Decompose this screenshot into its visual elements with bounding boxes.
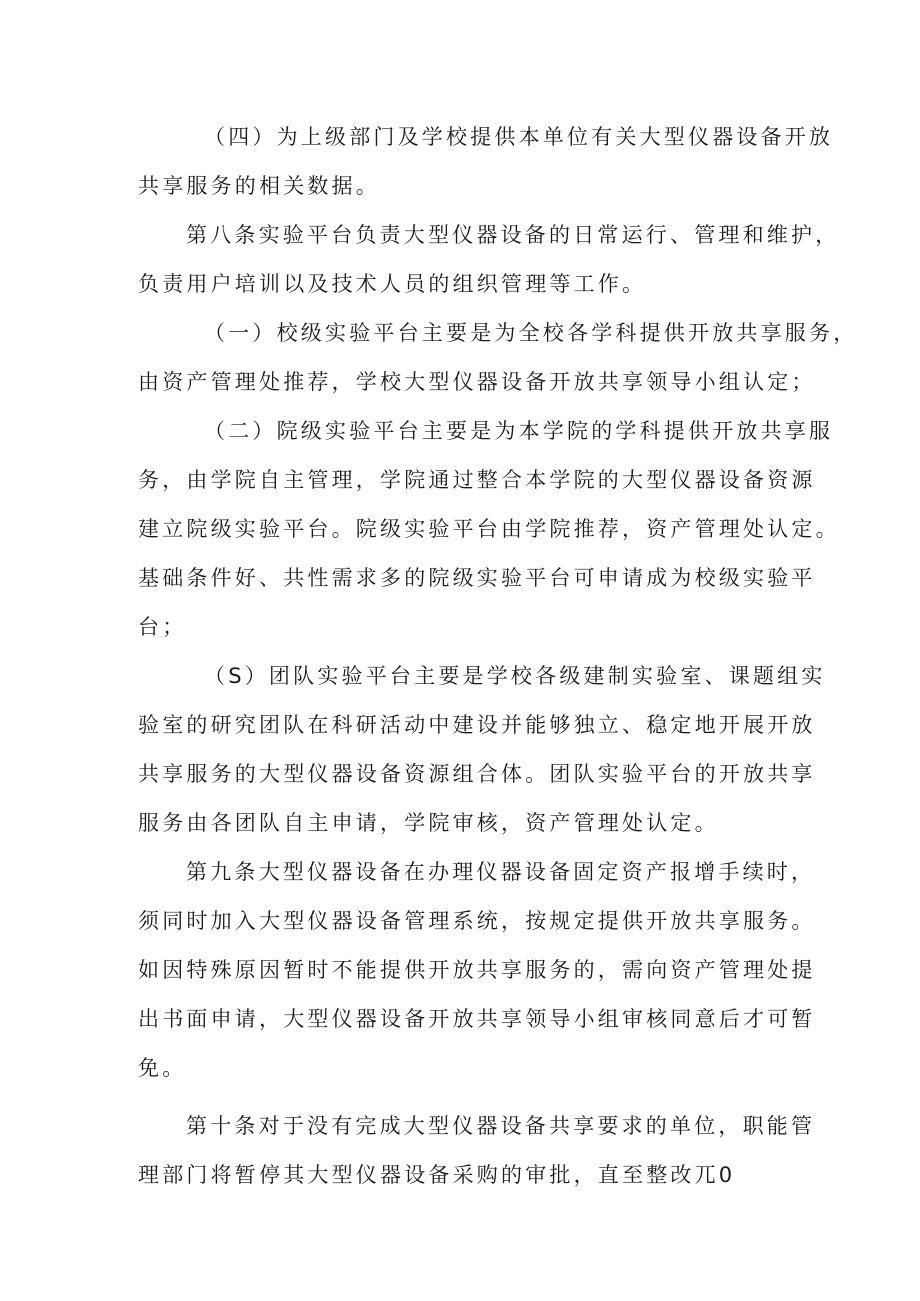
item-1-line-2: 由资产管理处推荐，学校大型仪器设备开放共享领导小组认定； — [138, 370, 816, 394]
article-9-line-5: 免。 — [138, 1056, 187, 1080]
item-3-line-4: 服务由各团队自主申请，学院审核，资产管理处认定。 — [138, 811, 719, 835]
article-9-line-1: 第九条大型仪器设备在办理仪器设备固定资产报增手续时， — [186, 860, 816, 884]
article-9-line-4: 出书面申请，大型仪器设备开放共享领导小组审核同意后才可暂 — [138, 1007, 816, 1031]
article-10-line-2: 理部门将暂停其大型仪器设备采购的审批，直至整改兀0 — [138, 1163, 736, 1187]
article-9-line-3: 如因特殊原因暂时不能提供开放共享服务的，需向资产管理处提 — [138, 958, 816, 982]
item-3-line-1: （S）团队实验平台主要是学校各级建制实验室、课题组实 — [204, 664, 826, 688]
item-2-line-4: 基础条件好、共性需求多的院级实验平台可申请成为校级实验平 — [138, 566, 816, 590]
article-8-line-2: 负责用户培训以及技术人员的组织管理等工作。 — [138, 272, 647, 296]
item-3-line-2: 验室的研究团队在科研活动中建设并能够独立、稳定地开展开放 — [138, 713, 816, 737]
item-2-line-5: 台； — [138, 615, 187, 639]
paragraph-4-line-2: 共享服务的相关数据。 — [138, 174, 380, 198]
article-9-line-2: 须同时加入大型仪器设备管理系统，按规定提供开放共享服务。 — [138, 909, 816, 933]
item-3-line-3: 共享服务的大型仪器设备资源组合体。团队实验平台的开放共享 — [138, 762, 816, 786]
item-1-line-1: （一）校级实验平台主要是为全校各学科提供开放共享服务， — [204, 321, 858, 345]
item-2-line-3: 建立院级实验平台。院级实验平台由学院推荐，资产管理处认定。 — [138, 517, 840, 541]
item-2-line-1: （二）院级实验平台主要是为本学院的学科提供开放共享服 — [204, 419, 834, 443]
item-2-line-2: 务，由学院自主管理，学院通过整合本学院的大型仪器设备资源 — [138, 468, 816, 492]
article-10-line-1: 第十条对于没有完成大型仪器设备共享要求的单位，职能管 — [186, 1114, 816, 1138]
paragraph-4-line-1: （四）为上级部门及学校提供本单位有关大型仪器设备开放 — [204, 125, 834, 149]
article-8-line-1: 第八条实验平台负责大型仪器设备的日常运行、管理和维护， — [186, 223, 840, 247]
